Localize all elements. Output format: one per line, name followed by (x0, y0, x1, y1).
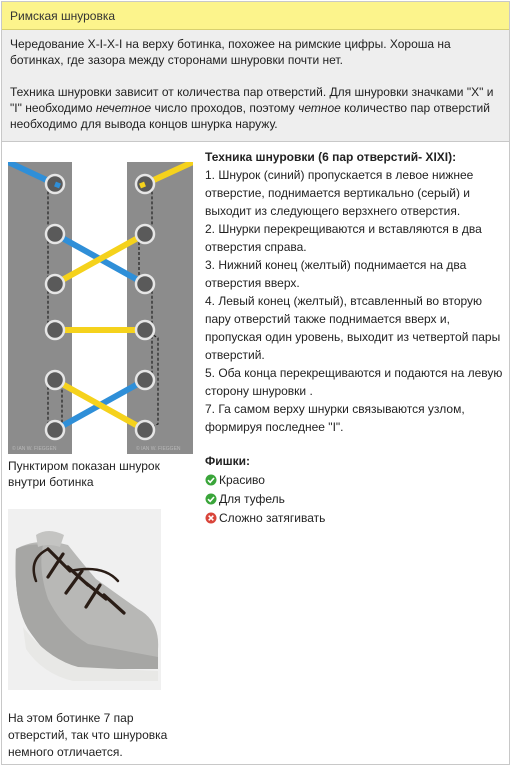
features-title: Фишки: (205, 454, 250, 468)
feature-item (205, 489, 505, 508)
intro-section (2, 30, 509, 142)
shoe-collar (36, 531, 64, 547)
technique-step: 7. Га самом верху шнурки связываются узлом, формируя последнее "I". (205, 402, 465, 434)
shoe-gap (72, 162, 127, 454)
check-icon (205, 474, 217, 486)
technique-step: 3. Нижний конец (желтый) поднимается на два отверстия вверх. (205, 258, 467, 290)
check-icon (205, 493, 217, 505)
lacing-diagram-svg (8, 162, 193, 454)
watermark-right: © IAN W. FIEGGEN (136, 446, 181, 452)
technique-step: 2. Шнурки перекрещиваются и вставляются в два отверстия справа. (205, 222, 482, 254)
intro-emphasis-odd: нечетное (95, 101, 152, 115)
feature-label: Сложно затягивать (219, 510, 326, 525)
shoe-illustration (8, 509, 161, 690)
technique-step: 4. Левый конец (желтый), втсавленный во вторую пару отверстий также поднимается вверх и, пропуская один уровень, выходит из четвертой пары отверстий. (205, 294, 501, 362)
intro-emphasis-even: четное (298, 101, 341, 115)
intro-text-c: количество пар отверстий необходимо для вывода концов шнурка наружу. (10, 101, 490, 131)
technique-section (205, 148, 505, 527)
title-bar (2, 2, 509, 30)
technique-step: 5. Оба конца перекрещиваются и подаются на левую сторону шнуровки . (205, 366, 503, 398)
diagram-caption: Пунктиром показан шнурок внутри ботинка (8, 459, 160, 489)
feature-label: Для туфель (219, 491, 285, 506)
lacing-diagram (8, 162, 193, 454)
watermark-left: © IAN W. FIEGGEN (12, 446, 57, 452)
shoe-caption: На этом ботинке 7 пар отверстий, так что шнуровка немного отличается. (8, 711, 168, 759)
technique-title: Техника шнуровки (6 пар отверстий- XIXI): (205, 150, 457, 164)
shoe-photo (8, 509, 161, 690)
page-title: Римская шнуровка (10, 9, 116, 23)
intro-text-a: Техника шнуровки зависит от количества пар отверстий. Для шнуровки значками "X" и "I" необходимо (10, 85, 494, 115)
intro-paragraph-1: Чередование X-I-X-I на верху ботинка, похожее на римские цифры. Хороша на ботинках, где зазора между сторонами шнуровки почти нет. (10, 37, 451, 67)
cross-icon (205, 512, 217, 524)
intro-paragraph-2 (10, 84, 501, 132)
lace-stub-yellow (140, 184, 145, 186)
feature-label: Красиво (219, 472, 265, 487)
feature-item (205, 508, 505, 527)
technique-step: 1. Шнурок (синий) пропускается в левое нижнее отверстие, поднимается вертикально (серый) и выходит из следующего верзхнего отверстия. (205, 168, 474, 218)
intro-text-b: число проходов, поэтому (151, 101, 299, 115)
lace-stub-blue (55, 184, 60, 186)
feature-item (205, 470, 505, 489)
